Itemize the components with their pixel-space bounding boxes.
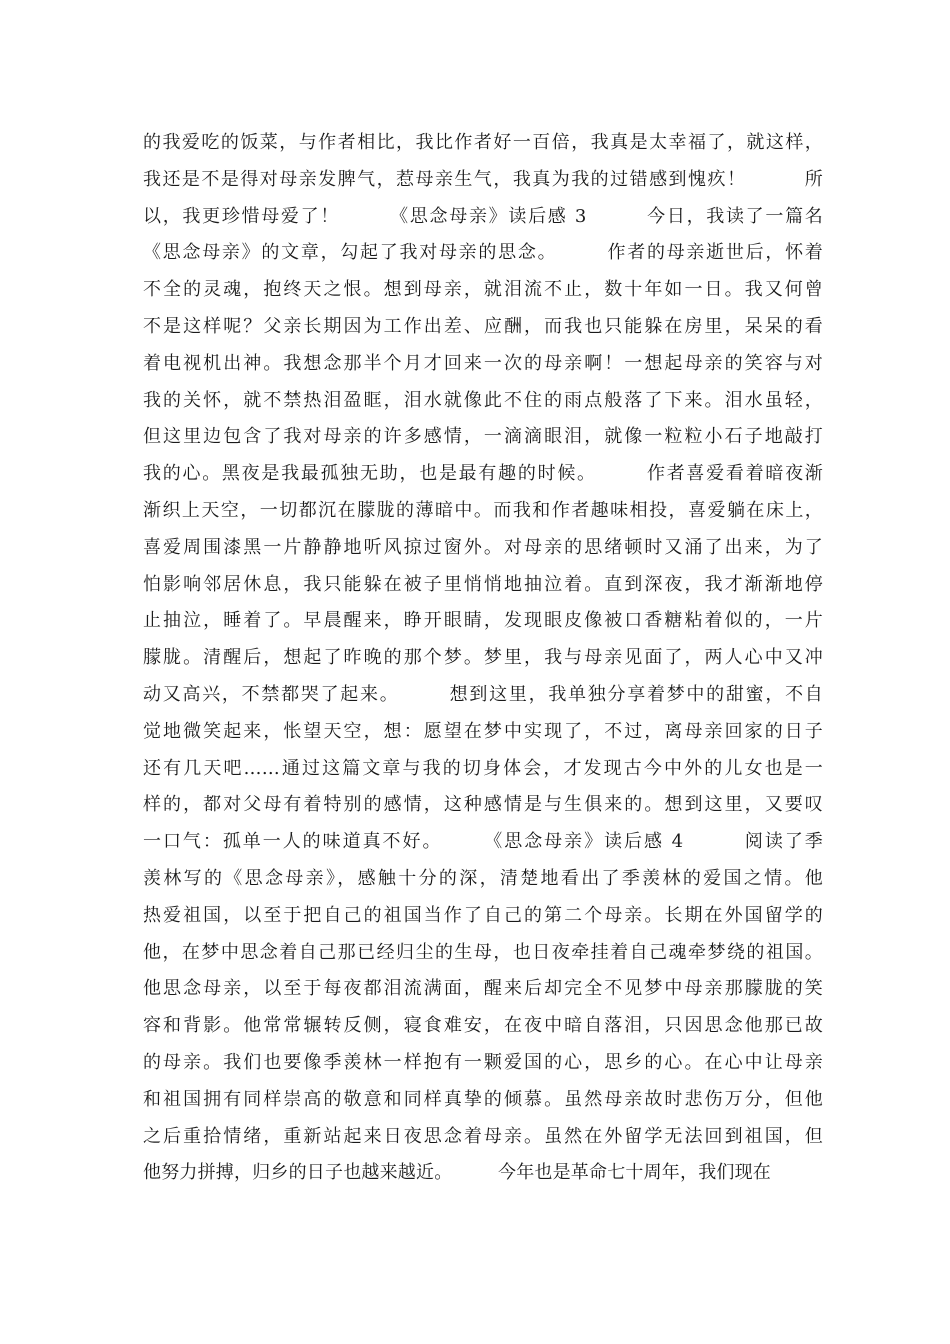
text-line: 怕影响邻居休息，我只能躲在被子里悄悄地抽泣着。直到深夜，我才渐渐地停: [143, 573, 823, 595]
text-line: 和祖国拥有同样崇高的敬意和同样真挚的倾慕。虽然母亲故时悲伤万分，但他: [143, 1088, 823, 1110]
text-line: 朦胧。清醒后，想起了昨晚的那个梦。梦里，我与母亲见面了，两人心中又冲: [143, 647, 823, 669]
text-line: 我的关怀，就不禁热泪盈眶，泪水就像此不住的雨点般落了下来。泪水虽轻，: [143, 389, 823, 411]
text-line: 喜爱周围漆黑一片静静地听风掠过窗外。对母亲的思绪顿时又涌了出来，为了: [143, 536, 823, 558]
text-line: 的母亲。我们也要像季羡林一样抱有一颗爱国的心，思乡的心。在心中让母亲: [143, 1051, 823, 1073]
text-line: 着电视机出神。我想念那半个月才回来一次的母亲啊！一想起母亲的笑容与对: [143, 352, 823, 374]
text-line: 样的，都对父母有着特别的感情，这种感情是与生俱来的。想到这里，又要叹: [143, 794, 823, 816]
text-line: 我的心。黑夜是我最孤独无助，也是最有趣的时候。 作者喜爱看着暗夜渐: [143, 463, 823, 485]
text-line: 不是这样呢？父亲长期因为工作出差、应酬，而我也只能躲在房里，呆呆的看: [143, 315, 823, 337]
text-line: 《思念母亲》的文章，勾起了我对母亲的思念。 作者的母亲逝世后，怀着: [143, 242, 823, 264]
text-line: 觉地微笑起来，怅望天空，想：愿望在梦中实现了，不过，离母亲回家的日子: [143, 720, 823, 742]
text-line: 还有几天吧……通过这篇文章与我的切身体会，才发现古今中外的儿女也是一: [143, 757, 823, 779]
text-line: 热爱祖国，以至于把自己的祖国当作了自己的第二个母亲。长期在外国留学的: [143, 904, 823, 926]
text-line: 渐织上天空，一切都沉在朦胧的薄暗中。而我和作者趣味相投，喜爱躺在床上，: [143, 499, 823, 521]
text-line: 以，我更珍惜母爱了！ 《思念母亲》读后感 3 今日，我读了一篇名: [143, 205, 823, 227]
text-line: 羡林写的《思念母亲》，感触十分的深，清楚地看出了季羡林的爱国之情。他: [143, 867, 823, 889]
text-line: 他思念母亲，以至于每夜都泪流满面，醒来后却完全不见梦中母亲那朦胧的笑: [143, 978, 823, 1000]
text-line: 动又高兴，不禁都哭了起来。 想到这里，我单独分享着梦中的甜蜜，不自: [143, 683, 823, 705]
text-line: 他努力拼搏，归乡的日子也越来越近。 今年也是革命七十周年，我们现在: [143, 1162, 771, 1184]
text-line: 之后重拾情绪，重新站起来日夜思念着母亲。虽然在外留学无法回到祖国，但: [143, 1125, 823, 1147]
essay-text-body: [143, 125, 823, 1192]
text-line: 的我爱吃的饭菜，与作者相比，我比作者好一百倍，我真是太幸福了，就这样，: [143, 132, 823, 153]
text-line: 但这里边包含了我对母亲的许多感情，一滴滴眼泪，就像一粒粒小石子地敲打: [143, 426, 823, 448]
text-line: 止抽泣，睡着了。早晨醒来，睁开眼睛，发现眼皮像被口香糖粘着似的，一片: [143, 610, 823, 632]
text-line: 不全的灵魂，抱终天之恨。想到母亲，就泪流不止，数十年如一日。我又何曾: [143, 279, 823, 301]
text-line: 容和背影。他常常辗转反侧，寝食难安，在夜中暗自落泪，只因思念他那已故: [143, 1015, 823, 1037]
text-line: 我还是不是得对母亲发脾气，惹母亲生气，我真为我的过错感到愧疚！ 所: [143, 168, 823, 190]
text-line: 一口气：孤单一人的味道真不好。 《思念母亲》读后感 4 阅读了季: [143, 831, 823, 853]
text-line: 他，在梦中思念着自己那已经归尘的生母，也日夜牵挂着自己魂牵梦绕的祖国。: [143, 941, 823, 963]
